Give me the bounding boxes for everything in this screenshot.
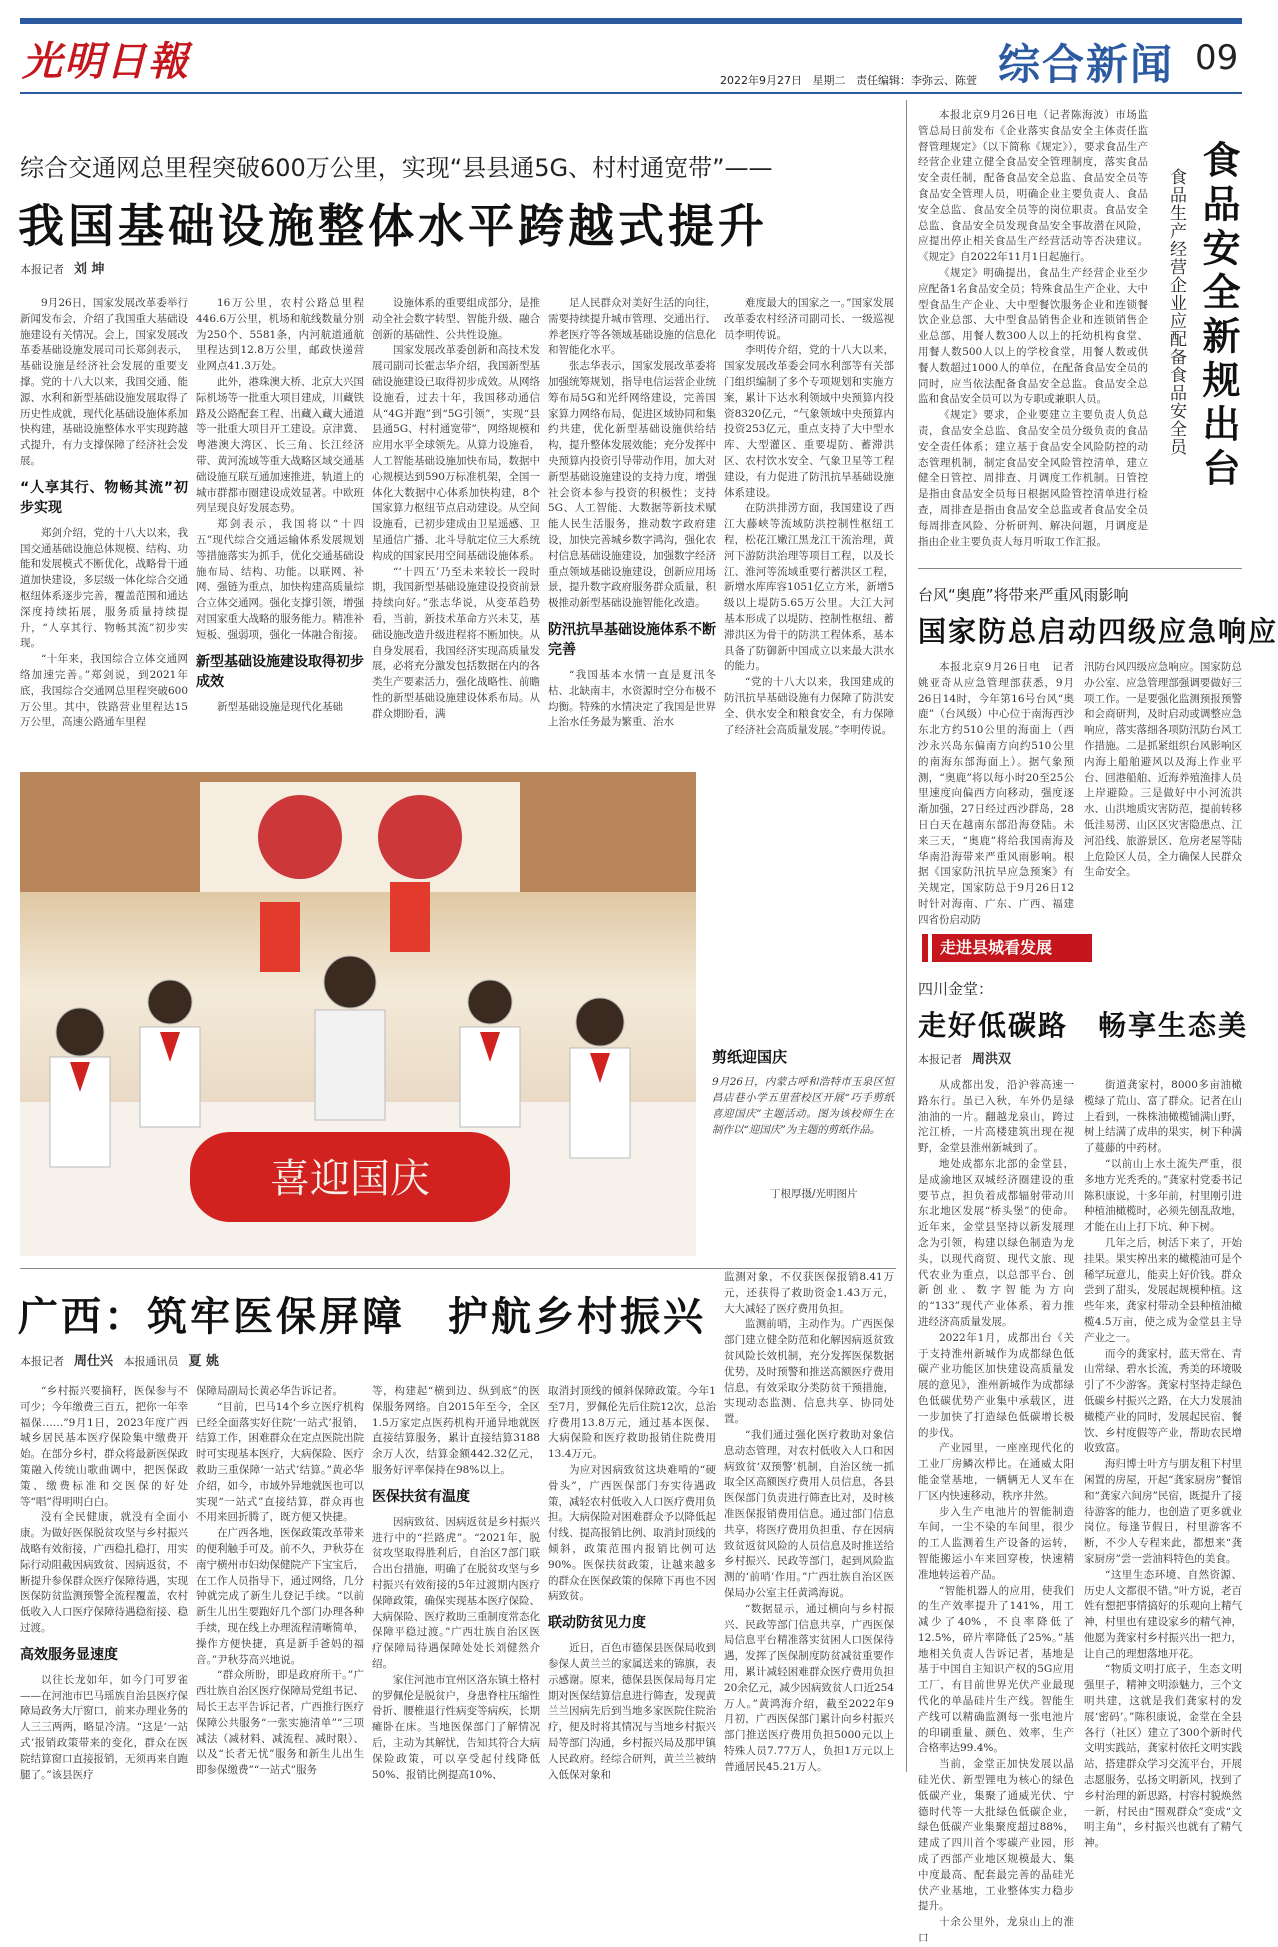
- paragraph: 2022年1月，成都出台《关于支持淮州新城作为成都绿色低碳产业功能区加快建设高质量发展的意见》，淮州新城作为成都绿色低碳优势产业集中承载区，进一步加快了打造绿色低碳增长极的步伐。: [918, 1331, 1074, 1439]
- paragraph: “‘十四五’乃至未来较长一段时期，我国新型基础设施建设投资前景持续向好。”张志华说，从变革趋势看，当前，新技术革命方兴未艾，基础设施改造升级进程将不断加快。从自身发展看，我国经济实现高质量发展，必将充分激发包括数据在内的各类生产要素活力，强化战略性、前瞻性的新型基础设施建设体系布局。从群众期盼看，满: [372, 565, 540, 720]
- paragraph: 近日，百色市德保县医保局收到参保人黄兰兰的家属送来的锦旗，表示感谢。原来，德保县医保局每月定期对医保结算信息进行筛查，发现黄兰兰因病先后到当地多家医院住院治疗，便及时将其情况与当地乡村振兴局等部门沟通，乡村振兴局及那甲镇人民政府。经综合研判，黄兰兰被纳入低保对象和: [548, 1642, 716, 1781]
- article1-headline: 我国基础设施整体水平跨越式提升: [18, 199, 768, 253]
- paragraph: 家住河池市宜州区洛东镇土格村的罗佩伦是脱贫户，身患脊柱压缩性骨折、腰椎退行性病变等病疾，长期瘫卧在床。当地医保部门了解情况后，主动为其解忧，告知其符合大病保险政策，可以享受起付线降低50%、报销比例提高10%、: [372, 1673, 540, 1781]
- paragraph: 监测对象，不仅获医保报销8.41万元，还获得了救助资金1.43万元，大大减轻了医疗费用负担。: [724, 1271, 894, 1315]
- article1-subhead-2: 新型基础设施建设取得初步成效: [196, 653, 364, 690]
- paragraph: “群众所盼，即是政府所干。”广西壮族自治区医疗保障局党组书记、局长王志平告诉记者，广西推行医疗保障公共服务“一张实施清单”“三项减法（减材料、减流程、减时限）、以及“长者无忧”服务和新生儿出生即参保缴费”“一站式”服务: [196, 1669, 364, 1777]
- article4-column-5: [724, 1270, 894, 1772]
- paragraph: 从成都出发，沿沪蓉高速一路东行。虽已入秋，车外仍是绿油油的一片。翻越龙泉山，跨过沱江桥，一片高楼建筑出现在视野，金堂县淮州新城到了。: [918, 1079, 1074, 1155]
- article4-column-3: [372, 1384, 540, 1781]
- paragraph: 9月26日，国家发展改革委举行新闻发布会，介绍了我国重大基础设施建设有关情况。会上，国家发展改革委基础设施发展司司长郑剑表示，基础设施是经济社会发展的重要支撑。党的十八大以来，我国交通、能源、水利和新型基础设施发展取得了历史性成就，现代化基础设施体系加快构建，基础设施整体水平实现跨越式提升，有力支撑保障了经济社会发展。: [20, 297, 188, 467]
- paragraph: “这里生态环境、自然资源、历史人文都很不错。”叶方说，老百姓有想把事情搞好的乐观向上精气神，村里也有建设家乡的精气神，他愿为龚家村乡村振兴出一把力，让自己的理想落地开花。: [1084, 1568, 1242, 1660]
- paragraph: 十余公里外，龙泉山上的淮口: [918, 1916, 1074, 1945]
- article5-byline: [918, 1048, 1011, 1067]
- paragraph: 新型基础设施是现代化基础: [217, 700, 343, 713]
- article4-headline: 广西：筑牢医保屏障 护航乡村振兴: [18, 1293, 706, 1340]
- article4-column-4: [548, 1384, 716, 1781]
- paragraph: 《规定》明确提出，食品生产经营企业至少应配备1名食品安全员；特殊食品生产企业、大中型食品生产企业、大中型餐饮服务企业和连锁餐饮企业总部、大中型食品销售企业和连锁销售企业总部、用餐人数300人以上的托幼机构食堂、用餐人数500人以上的学校食堂，用餐人数或供餐人数超过1000人的单位，在配备食品安全员的同时，应当依法配备食品安全总监。食品安全总监和食品安全员可以为专职或兼职人员。: [918, 266, 1148, 406]
- paragraph: 产业园里，一座座现代化的工业厂房鳞次栉比。在通威太阳能金堂基地，一辆辆无人叉车在厂区内快速移动，秩序井然。: [918, 1442, 1074, 1502]
- rule: [918, 568, 1242, 569]
- editors: 责任编辑：李弥云、陈萱: [856, 74, 977, 87]
- article1-kicker: 综合交通网总里程突破600万公里，实现“县县通5G、村村通宽带”——: [20, 154, 773, 182]
- paragraph: 而今的龚家村，蓝天常在、青山常绿、碧水长流，秀美的环境吸引了不少游客。龚家村坚持走绿色低碳乡村振兴之路，在大力发展油橄榄产业的同时，发展起民宿、餐饮、乡村度假等产业，帮助农民增收致富。: [1084, 1347, 1242, 1455]
- article4-column-2: [196, 1384, 364, 1777]
- paragraph: 《规定》要求，企业要建立主要负责人负总责，食品安全总监、食品安全员分级负责的食品安全责任体系；建立基于食品安全风险防控的动态管理机制，制定食品安全风险管控清单，建立健全日管控、周排查、月调度工作机制。日管控是指由食品安全员每日根据风险管控清单进行检查，周排查是指由食品安全总监或者食品安全员每周排查风险、分析研判、解决问题，月调度是指由企业主要负责人每月听取工作汇报。: [918, 409, 1148, 548]
- column-divider: [906, 100, 907, 1772]
- rule: [20, 1268, 896, 1269]
- article2-kicker: 食品生产经营企业应配备食品安全员: [1166, 168, 1186, 456]
- paragraph: 取消封顶线的倾斜保障政策。今年1至7月，罗佩伦先后住院12次，总治疗费用13.8万元，通过基本医保、大病保险和医疗救助报销住院费用13.4万元。: [548, 1385, 716, 1461]
- paragraph: 郑剑介绍，党的十八大以来，我国交通基础设施总体规模、结构、功能和发展模式不断优化，战略骨干通道加快建设，多层级一体化综合交通枢纽体系逐步完善，覆盖范围和通达深度持续拓展，服务质量持续提升，“人享其行、物畅其流”初步实现。: [20, 526, 188, 650]
- paragraph: 地处成都东北部的金堂县，是成渝地区双城经济圈建设的重要节点，担负着成都辐射带动川东北地区发展“桥头堡”的使命。近年来，金堂县坚持以新发展理念为引领，构建以绿色制造为龙头，以现代商贸、现代文旅、现代农业为重点，以总部平台、创新创业、数字智能为方向的“133”现代产业体系，着力推进经济高质量发展。: [918, 1157, 1074, 1328]
- issue-weekday: 星期二: [812, 74, 846, 87]
- paragraph: “我国基本水情一直是夏汛冬枯、北缺南丰，水资源时空分布极不均衡。特殊的水情决定了我国是世界上治水任务最为繁重、治水: [548, 668, 716, 729]
- tag-bar: [922, 934, 928, 962]
- article3-kicker: 台风“奥鹿”将带来严重风雨影响: [918, 586, 1129, 604]
- paragraph: “智能机器人的应用，使我们的生产效率提升了141%，用工减少了40%，不良率降低了12.5%，碎片率降低了25%。”基地相关负责人告诉记者，基地是基于中国自主知识产权的5G应用工厂，有目前世界光伏产业最现代化的单晶硅片生产线。智能生产线可以精确监测每一张电池片的印刷重量、颜色、效率，生产合格率达99.4%。: [918, 1584, 1074, 1755]
- paragraph: “以前山上水土流失严重，很多地方光秃秃的。”龚家村党委书记陈积康说，十多年前，村里刚引进种植油橄榄时，必须先刨乱敌地，才能在山上打下坑、种下树。: [1084, 1157, 1242, 1234]
- paragraph: “目前，巴马14个乡立医疗机构已经全面落实好住院‘一站式’报销，结算工作，困难群众在定点医院出院时可实现基本医疗，大病保险、医疗救助三重保障‘一站式’结算。”黄必华介绍，如今，市域外异地就医也可以实现“一站式”直接结算，群众再也不用来回折腾了，既方便又快捷。: [196, 1400, 364, 1524]
- paragraph: 几年之后，树活下来了，开始挂果。果实榨出来的橄榄油可是个稀罕玩意儿，能卖上好价钱。群众尝到了甜头，发展起规模种植。这些年来，龚家村带动全县种植油橄榄4.5万亩，使之成为金堂县主导产业之一。: [1084, 1236, 1242, 1344]
- article4-subhead-1: 高效服务显速度: [20, 1646, 118, 1663]
- article1-column-2: [196, 296, 364, 716]
- paragraph: 足人民群众对美好生活的向往，需要持续提升城市管理、交通出行、养老医疗等各领域基础设施的信息化和智能化水平。: [548, 297, 716, 357]
- paragraph: 保障局副局长黄必华告诉记者。: [196, 1385, 343, 1397]
- article1-column-4: [548, 296, 716, 729]
- photo-illustration: [20, 772, 696, 1256]
- paragraph: 为应对因病致贫这块难啃的“硬骨头”，广西医保部门夯实待遇政策，减轻农村低收入人口医疗费用负担。大病保险对困难群众予以降低起付线、提高报销比例、取消封顶线的倾斜，政策范围内报销比例可达90%。医保扶贫政策，让越来越多的群众在医保政策的保障下再也不因病致贫。: [548, 1463, 716, 1603]
- paragraph: 在广西各地，医保政策改革带来的便利触手可及。前不久，尹秋芬在南宁横州市妇幼保健院产下宝宝后，在工作人员指导下，通过网络，几分钟就完成了新生儿登记手续。“以前新生儿出生要跑好几个部门办理各种手续，现在线上办理流程清晰简单，操作方便快捷，真是新手爸妈的福音。”尹秋芬高兴地说。: [196, 1527, 364, 1666]
- paragraph: 难度最大的国家之一。”国家发展改革委农村经济司副司长、一级巡视员李明传说。: [724, 297, 894, 341]
- byline-role: 本报记者: [918, 1053, 962, 1066]
- article1-byline: [20, 258, 105, 277]
- paragraph: 步入生产电池片的智能制造车间，一尘不染的车间里，很少的工人监测着生产设备的运转，智能搬运小车来回穿梭，快速精准地转运着产品。: [918, 1505, 1074, 1581]
- article1-column-5: [724, 296, 894, 736]
- paragraph: “乡村振兴要摘籽，医保参与不可少；今年缴费三百五，把你一年幸福保……”9月1日，2023年度广西城乡居民基本医疗保险集中缴费开始。在部分乡村，群众将最新医保政策融入传统山歌曲调中，把医保政策、缴费标准和交医保的好处等“唱”得明明白白。: [20, 1385, 188, 1508]
- paragraph: 汛防台风四级应急响应。国家防总办公室、应急管理部强调要做好三项工作。一是要强化监测预报预警和会商研判，及时启动或调整应急响应，落实落细各项防汛防台风工作措施。二是抓紧组织台风影响区内海上船舶避风以及海上作业平台、回港船舶、近海养殖渔排人员上岸避险。三是做好中小河流洪水、山洪地质灾害防范，提前转移低洼易涝、山区区灾害隐患点、江河沿线、旅游景区、危房老屋等陆上危险区人员，全力确保人民群众生命安全。: [1084, 661, 1242, 879]
- paragraph: “十年来，我国综合立体交通网络加速完善。”郑剑说，到2021年底，我国综合交通网总里程突破600万公里。其中，铁路营业里程达15万公里，高速公路通车里程: [20, 653, 188, 729]
- page-number: 09: [1195, 38, 1239, 78]
- paragraph: 16万公里，农村公路总里程446.6万公里，机场和航线数量分别为250个、5581条，内河航道通航里程达到12.8万公里，邮政快递营业网点41.3万处。: [196, 297, 364, 373]
- tag-text: 走进县城看发展: [932, 934, 1092, 962]
- photo-caption: 9月26日，内蒙古呼和浩特市玉泉区恒昌店巷小学五里营校区开展“巧手剪纸喜迎国庆”主题活动。图为该校师生在制作以“迎国庆”为主题的剪纸作品。: [712, 1076, 894, 1136]
- byline-role: 本报记者: [20, 1355, 64, 1368]
- article4-subhead-3: 联动防贫见力度: [548, 1615, 646, 1632]
- byline-name: 周洪双: [972, 1052, 1012, 1067]
- newspaper-logo: 光明日報: [22, 38, 190, 85]
- byline-name: 周仕兴: [74, 1354, 114, 1369]
- article3-lead: 本报北京9月26日电 记者姚亚奇从应急管理部获悉，9月26日14时，今年第16号台风“奥鹿”（台风级）中心位于南海西沙东北方约510公里的海面上（西沙永兴岛东偏南方向约510公里的南海东部海面上）。据气象预测，“奥鹿”将以每小时20至25公里速度向偏西方向移动，强度逐渐加强，27日经过西沙群岛，28日白天在越南东部沿海登陆。未来三天，“奥鹿”将给我国南海及华南沿海带来严重风雨影响。根据《国家防汛抗旱应急预案》有关规定，国家防总于9月26日12时针对海南、广东、广西、福建四省份启动防: [918, 661, 1074, 926]
- paragraph: 海归博士叶方与朋友租下村里闲置的房屋，开起“龚家厨房”餐馆和“龚家六间房”民宿，既提升了接待游客的能力，也创造了更多就业岗位。每逢节假日，村里游客不断，不少人专程来此，都想来“龚家厨房”尝一尝油料特色的美食。: [1084, 1458, 1242, 1565]
- issue-date: 2022年9月27日: [720, 74, 802, 87]
- article2-lead: 本报北京9月26日电（记者陈海波）市场监管总局日前发布《企业落实食品安全主体责任监督管理规定》（以下简称《规定》），要求食品生产经营企业建立健全食品安全管理制度，落实食品安全责任制，配备食品安全总监、食品安全员等食品安全管理人员，明确企业主要负责人、食品安全总监、食品安全员等的岗位职责。食品安全总监、食品安全员发现食品安全事故潜在风险，应提出停止相关食品生产经营活动等否决建议。《规定》自2022年11月1日起施行。: [918, 109, 1148, 264]
- article1-column-1: [20, 296, 188, 729]
- paragraph: “数据显示，通过横向与乡村振兴、民政等部门信息共享，广西医保局信息平台精准落实贫困人口医保待遇，发挥了医保制度防贫减贫重要作用，累计减轻困难群众医疗费用负担20余亿元，减少因病致贫人口近254万人。”黄鸿海介绍，截至2022年9月初，广西医保部门累计向乡村振兴部门推送医疗费用负担5000元以上特殊人员7.77万人，负担1万元以上普通居民45.21万人。: [724, 1602, 894, 1773]
- article3-column-2: [1084, 660, 1242, 912]
- article1-subhead-1: “人享其行、物畅其流”初步实现: [20, 479, 188, 516]
- article5-kicker: 四川金堂：: [918, 980, 994, 998]
- paragraph: 没有全民健康，就没有全面小康。为做好医保脱贫攻坚与乡村振兴战略有效衔接，广西稳扎稳打，用实际行动阻截因病致贫、因病返贫，不断提升参保群众医疗保障待遇，实现医保防贫监测预警全流程覆盖，农村低收入人口医疗保障待遇稳衔接、稳过渡。: [20, 1511, 188, 1634]
- article1-column-3: [372, 296, 540, 720]
- photo-caption-title: 剪纸迎国庆: [712, 1048, 788, 1066]
- article5-column-1: [918, 1078, 1074, 1945]
- paragraph: “物质文明打底子，生态文明强里子，精神文明添魅力，三个文明共建，这就是我们龚家村的发展‘密码’。”陈积康说，金堂在全县各行（社区）建立了300个新时代文明实践站，龚家村依托文明实践站，搭建群众学习交流平台，开展志愿服务，弘扬文明新风，找到了乡村治理的新思路，村容村貌焕然一新，村民由“围观群众”变成“文明主角”，乡村振兴也就有了精气神。: [1084, 1663, 1242, 1850]
- article2-body: [918, 108, 1148, 548]
- paragraph: “党的十八大以来，我国建成的防汛抗旱基础设施有力保障了防洪安全、供水安全和粮食安全，有力保障了经济社会高质量发展。”李明传说。: [724, 676, 894, 736]
- paragraph: “我们通过强化医疗救助对象信息动态管理，对农村低收入人口和因病致贫‘双预警’机制，自治区统一抓取全区高额医疗费用人员信息，各县医保部门负责进行筛查比对，及时核准医保报销费用信息。通过部门信息共享，将医疗费用负担重、存在因病致贫返贫风险的人员信息及时推送给乡村振兴、民政等部门，起到风险监测的‘前哨’作用。”广西壮族自治区医保局办公室主任黄鸿海说。: [724, 1428, 894, 1599]
- article3-column-1: [918, 660, 1074, 926]
- paragraph: 因病致贫、因病返贫是乡村振兴进行中的“拦路虎”。“2021年，脱贫攻坚取得胜利后，自治区7部门联合出台措施，明确了在脱贫攻坚与乡村振兴有效衔接的5年过渡期内医疗保障政策，确保实现基本医疗保险、大病保险、医疗救助三重制度常态化保障平稳过渡。”广西壮族自治区医疗保障局待遇保障处处长刘健然介绍。: [372, 1515, 540, 1670]
- masthead-rule: [20, 92, 1242, 94]
- column-tag: [922, 934, 1242, 962]
- photo-credit: 丁根厚摄/光明图片: [770, 1188, 858, 1200]
- article4-subhead-2: 医保扶贫有温度: [372, 1488, 470, 1505]
- article5-headline: 走好低碳路 畅享生态美: [918, 1009, 1249, 1042]
- article2-headline: 食品安全新规出台: [1196, 140, 1241, 492]
- photo-banner-text: 喜迎国庆: [270, 1156, 430, 1202]
- paragraph: 当前，金堂正加快发展以晶硅光伏、新型锂电为核心的绿色低碳产业，集聚了通威光伏、宁德时代等一大批绿色低碳企业，绿色低碳产业集聚度超过88%，建成了四川首个零碳产业园，形成了西部产业地区规模最大、集中度最高、配套最完善的晶硅光伏产业基地，工业整体实力稳步提升。: [918, 1758, 1074, 1913]
- article3-headline: 国家防总启动四级应急响应: [918, 615, 1278, 648]
- article4-byline: [20, 1350, 219, 1369]
- date-line: [720, 72, 977, 88]
- article1-subhead-3: 防汛抗旱基础设施体系不断完善: [548, 621, 716, 658]
- paragraph: 张志华表示，国家发展改革委将加强统筹规划，指导电信运营企业统筹布局5G和光纤网络建设，完善国家算力网络布局，促进区域协同和集约共建，优化新型基础设施供给结构，提升整体发展效能；充分发挥中央预算内投资引导带动作用，加大对新型基础设施建设的支持力度，增强社会资本参与投资的积极性；支持5G、人工智能、大数据等新技术赋能人民生活服务，推动数字政府建设，加快完善城乡数字鸿沟，强化农村信息基础设施建设，加强数字经济重点领域基础设施建设，创新应用场景，提升数字政府服务群众质量，积极推动新型基础设施智能化改造。: [548, 360, 716, 610]
- top-rule: [20, 18, 1242, 24]
- paragraph: 等，构建起“横到边、纵到底”的医保服务网络。自2015年至今，全区1.5万家定点医药机构开通异地就医直接结算服务，累计直接结算3188余万人次，结算金额442.32亿元，服务好评率保持在98%以上。: [372, 1385, 540, 1476]
- byline-role: 本报记者: [20, 263, 64, 276]
- paragraph: 街道龚家村，8000多亩油橄榄绿了荒山、富了群众。记者在山上看到，一株株油橄榄铺满山野，树上结满了成串的果实，树下种满了蔓藤的中药材。: [1084, 1079, 1242, 1155]
- paragraph: 监测前哨，主动作为。广西医保部门建立健全防范和化解因病返贫致贫风险长效机制，充分发挥医保数据优势，及时预警和推送高额医疗费用信息，有效采取分类防贫干预措施，实现动态监测、信息共享、协同处置。: [724, 1318, 894, 1426]
- paper-cut-photo: [20, 772, 696, 1256]
- paragraph: 以往长龙如年，如今门可罗雀——在河池市巴马瑶族自治县医疗保障局政务大厅窗口，前来办理业务的人三三两两，略显冷清。“这是‘一站式’报销政策带来的变化，群众在医院结算窗口直接报销，无须再来自跑腿了。”该县医疗: [20, 1673, 188, 1781]
- section-title: 综合新闻: [998, 40, 1175, 89]
- byline-name: 刘 坤: [74, 262, 105, 277]
- paragraph: 郑剑表示，我国将以“十四五”现代综合交通运输体系发展规划等措施落实为抓手，优化交通基础设施布局、结构、功能。以联网、补网、强链为重点，加快构建高质量综合立体交通网。强化支撑引领，增强对国家重大战略的服务能力。精准补短板、强弱项，强化一体融合衔接。: [196, 518, 364, 641]
- paragraph: 此外，港珠澳大桥、北京大兴国际机场等一批重大项目建成，川藏铁路及公路配套工程、出藏入藏大通道等一批重大项目开工建设。京津冀、粤港澳大湾区、长三角、长江经济带、黄河流域等重大战略区域交通基础设施互联互通加速推进，轨道上的城市群都市圈建设成效显著。中欧班列呈现良好发展态势。: [196, 375, 364, 515]
- byline-name: 夏 姚: [188, 1354, 220, 1369]
- byline-role: 本报通讯员: [123, 1355, 179, 1368]
- paragraph: 在防洪排涝方面，我国建设了西江大藤峡等流域防洪控制性枢纽工程，松花江嫩江黑龙江干流治理，黄河下游防洪治理等项目工程，以及长江、淮河等流域重要行蓄洪区工程，新增水库库容1051亿立方米，新增5级以上堤防5.65万公里。大江大河基本形成了以堤防、控制性枢纽、蓄滞洪区为骨干的防洪工程体系，基本具备了防御新中国成立以来最大洪水的能力。: [724, 502, 894, 673]
- paragraph: 国家发展改革委创新和高技术发展司副司长霍志华介绍，我国新型基础设施建设已取得初步成效。从网络设施看，过去十年，我国移动通信从“4G并跑”到“5G引领”，实现“县县通5G、村村通宽带”，网络规模和应用水平全球领先。从算力设施看，人工智能基础设施加快布局，数据中心规模达到590万标准机架，全国一体化大数据中心体系加快构建，8个国家算力枢纽节点启动建设。从空间设施看，已初步建成由卫星遥感、卫星通信广播、北斗导航定位三大系统构成的国家民用空间基础设施体系。: [372, 344, 540, 562]
- paragraph: 设施体系的重要组成部分，是推动全社会数字转型、智能升级、融合创新的基础性、公共性设施。: [372, 297, 540, 341]
- article5-column-2: [1084, 1078, 1242, 1850]
- article4-column-1: [20, 1384, 188, 1781]
- paragraph: 李明传介绍，党的十八大以来，国家发展改革委会同水利部等有关部门组织编制了多个专项规划和实施方案，累计下达水利领域中央预算内投资8320亿元，“气象领域中央预算内投资253亿元，重点支持了大中型水库、大型灌区、重要堤防、蓄滞洪区、农村饮水安全、气象卫星等工程建设，有力促进了防汛抗旱基础设施体系建设。: [724, 344, 894, 499]
